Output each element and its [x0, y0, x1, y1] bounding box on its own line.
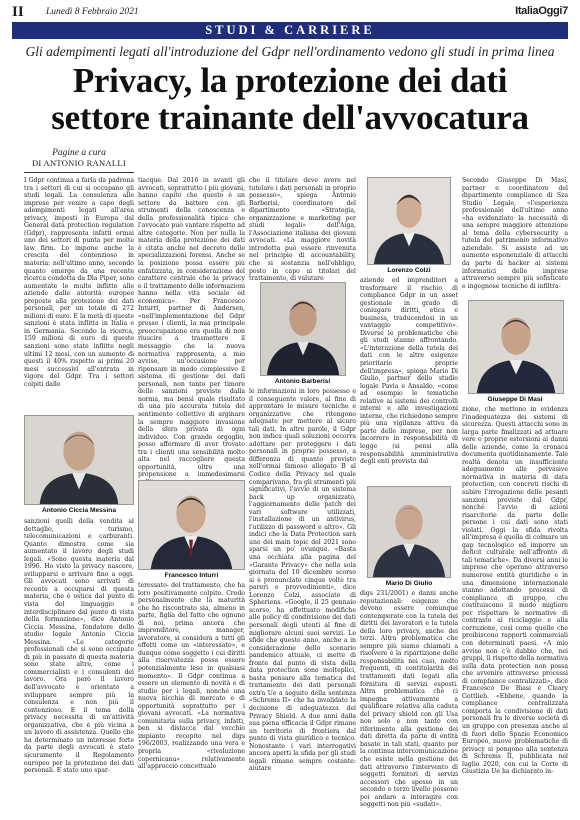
issue-date: Lunedì 8 Febbraio 2021: [46, 7, 139, 17]
caption-dimasi: Giuseppe Di Masi: [487, 396, 543, 403]
headline-line-2: settore trainante dell'avvocatura: [51, 98, 529, 137]
page-number: II: [12, 4, 24, 20]
article-headline: [12, 62, 568, 136]
photo-giuseppe-di-masi: [468, 300, 564, 394]
byline-pages-by: Pagine a cura: [52, 148, 106, 158]
article-subhead: Gli adempimenti legati all'introduzione del Gdpr nell'ordinamento vedono gli studi in prima linea: [25, 44, 555, 59]
photo-antonio-ciccia-messina: [24, 415, 134, 505]
column-2-bottom: teressato- del trattamento, che ha loro positivamente colpito. Credo personalmente che la maturità che ho riscontrato sia, almeno in parte, figlia del fatto che ognuno di noi, prima ancora che imprenditore, manager, lavoratore, si considera a tutti gli effetti come un «interessato», e dunque come soggetto i cui diritti alla riservatezza possa essere potenzialmente leso in qualsiasi momento». Il Gdpr continua a essere un elemento di novità e di studio per i legali, nonché una nuova nicchia di mercato e di opportunità soprattutto per i giovani avvocati. «La normativa comunitaria sulla privacy, infatti, ben si distacca dal vecchio impianto recepito nel digs 196/2003, realizzando una vera e propria «rivoluzione copernicana» relativamente all'approccio concettuale: [138, 582, 245, 771]
photo-mario-di-giulio: [367, 486, 451, 578]
byline-divider: [24, 172, 134, 173]
photo-lorenzo-colzi: [367, 177, 451, 265]
page-header: [12, 4, 568, 22]
photo-antonio-barberisi: [260, 282, 346, 376]
column-4-bottom: digs 231/2001) e danni anche reputazionali: esigenze che devono essere comunque contemperate con la tutela dei diritti dei lavoratori e la tutela della loro privacy, anche dei terzi. Altra problematica che sempre più siamo chiamati a risolvere è la ripartizione delle responsabilità nei casi, molto frequenti, di contitolarità dei trattamenti dati legati alla fornitura di servizi esposti. Altra problematica che ci impegna attivamente a qualificare relativa alla caduta del privacy shield con gli Usa non solo e non tanto con riferimento alla gestione dei dati diretta da parte di entità basate in tali stati, quanto per la continua intercomunicazione che esiste nella gestione dei dati attraverso l'intervento di soggetti fornitori di servizi accessori che spesso in un secondo o terzo livello possono poi andare a interagire con soggetti non più «sudati».: [360, 590, 458, 809]
headline-line-1: Privacy, la protezione dei dati: [72, 61, 508, 100]
column-3-top: che il titolare deve avere nel tutelare i dati personali in proprio possesso», spiega Antonio Barberisi, coordinatore del dipartimento «Strategia, organizzazione e marketing per studi legali» dell'Aiga, l'Associazione italiana dei giovani avvocati. «La maggiore novità introdotta può essere rinvenuta nel principio di accountability, che si sostanzia nell'obbligo, posto in capo ai titolari del trattamento, di valutare: [249, 177, 356, 283]
column-1-bottom: sanzioni quelli della vendita al dettaglio, turismo, telecomunicazioni e carburanti. Quanto dimostra come sia aumentato il lavoro degli studi legali. «Sono questa materia dal 1996. Ho visto la privacy nascere, svilupparsi e arrivare fino a oggi. Gli avvocati sono arrivati di recente a occuparsi di questa materia, che è ostica dal punto di vista del linguaggio e interdisciplinare dal punto di vista della formazione», dice Antonio Ciccia Messina, fondatore dello studio legale Antonio Ciccia Messina. «Le categorie professionali che si sono occupate di più in passato di questa materia sono state altre, come i commercialisti e i consulenti del lavoro. Ora però il lavoro dell'avvocato è orientato a sviluppare sempre più la consulenza e non più il contenzioso. E il tema della privacy necessita di un'attività organizzativa, che è più vicina a un lavoro di assistenza. Quello che ha determinato un interesse forte da parte degli avvocati è stato sicuramente il Regolamento europeo per la protezione dei dati personali. E stato uno spar-: [24, 518, 134, 775]
column-5-bottom: zione, che mettono in evidenza l'inadeguatezza dei sistemi di sicurezza. Questi attacchi sono in larga parte finalizzati ad attuare vere e proprie estorsioni ai danni delle aziende, come la cronaca documenta quotidianamente. Tale realtà denota un insufficiente adeguamento alle pervasive normativa in materia di data protection, con concreti rischi di subire l'irrogazione delle pesanti sanzioni previste dal Gdpr, nonché l'avvio di azioni risarcitorie da parte delle persone i cui dati sono stati violati. Oggi la sfida rivolta all'impresa è quella di colmare un gap tecnologico ed imporre un deficit culturale nell'affronto di tali tematiche». Da diversi anni le imprese che operano attraverso numerose entità giuridiche e in una dimensione internazionale stanno adottando processi di compliance di gruppo, che costituiscono il modo migliore per rispettare le normative di contrasto al riciclaggio e alla corruzione, così come quelle che proibiscono rapporti commerciali con determinati paesi. «A mio avviso non c'è dubbio che, nei gruppi, il rispetto della normativa sulla data protection non possa che avvenire attraverso processi di compliance centralizzati», dice Francesco De Biasi e Cleary Gottlieb. «Ebbene, quando la compliance centralizzata comporta la condivisione di dati personali fra le diverse società di un gruppo con presenza anche al di fuori dello Spazio Economico Europeo, nuove problematiche di privacy si pongono alla sentenza di Schrems II, pubblicata nel luglio 2020, con cui la Corte di Giustizia Ue ha dichiarato in-: [462, 406, 568, 776]
column-3-bottom: le informazioni in loro possesso e il conseguente valore, al fine di approntare le misure tecniche e organizzative che ritengono adeguate per mettere al sicuro tali dati. In altre parole, il Gdpr non indica quali soluzioni occorra adottare per proteggere i dati personali in proprio possesso, a differenza di quanto previsto nell'ormai famoso allegato B al Codice della Privacy nel quale comparivano, fra gli strumenti più significativi, l'avvio di un sistema back up organizzato, l'aggiornamento delle patch dei vari software utilizzati, l'installazione di un antivirus, l'utilizzo di password e altro». Gli indici che la Data Protection sarà uno dei main topic del 2021 sono sparsi un po' ovunque. «Basta una occhiata alla pagina del «Garante Privacy» che nella sola giornata del 10 dicembre scorso si è pronunciato cinque volte tra pareri e provvedimenti», dice Lorenzo Colzi, associate di Spheriens. «Google, il 25 gennaio scorso, ha effettuato modifiche alle policy di condivisione dei dati personali degli utenti al fine di migliorare alcuni suoi servizi. Le sfide che questo anno, anche a in considerazione dello scenario pandemico attuale, ci mette di fronte dal punto di vista della data protection sono molteplici, basta pensare alla tematica del trattamento dei dati personali extra Ue a seguito della sentenza «Schrems II» che ha invalidato la decisione di adeguatezza del Privacy Shield. A due anni dalla sua piena efficacia il Gdpr rimane un territorio di frontiera dal punto di vista giuridico e tecnico. Nonostante i vari interrogativi ancora aperti la sfida per gli studi legali rimane sempre costante: aiutare: [249, 388, 356, 773]
byline-author: DI ANTONIO RANALLI: [31, 158, 126, 168]
caption-barberisi: Antonio Barberisi: [274, 378, 331, 385]
section-label: STUDI & CARRIERE: [205, 23, 375, 37]
column-4-top: aziende ed imprenditori a trasformare il rischio di compliance Gdpr in un asset gestionale in grado di coniugare diritti, etica e business, traducendosi in un vantaggio competitivo». Diverse le problematiche che gli studi stanno affrontando. «L'interazione della tutela dei dati con le altre esigenze prioritarie proprie dell'impresa», spiega Mario Di Giulio, partner dello studio legale Pavia e Ansaldo, «come ad esempio le tematiche relative ai sistemi dei controlli interni e alle investigazioni interne, che richiedono sempre più una vigilanza attiva da parte delle imprese, per non incorrere in responsabilità di legge (si pensi alla responsabilità amministrativa degli enti prevista dal: [360, 277, 458, 466]
column-2-top: tiacque. Dal 2016 in avanti gli avvocati, soprattutto i più giovani, hanno capito che questo è un settore da battere con gli strumenti della conoscenza e della professionalità tipica che l'avvocato può vantare rispetto ad altre categorie. Non per nulla la materia della protezione dei dati è citata anche nel decreto delle specializzazioni forensi. Anche se la posizione possa essere più enfatizzata, in considerazione del carattere centrale che la privacy e il trattamento delle informazioni hanno nella vita sociale ed economica». Per Francesco Inturri, partner di Andersen, «nell'implementazione del Gdpr presso i clienti, la mia principale preoccupazione era quella di non riuscire a trasmettere il messaggio che la nuova normativa rappresenta, a mio avviso, un'occasione per ripensare in modo complessivo il sistema di gestione dei dati personali, non tanto per timore delle sanzioni previste dalla norma, ma bensì quale risultato di una più accurata tutela del sentimento collettivo di arginare la sempre maggiore invasione della sfera privata di ogni individuo. Con grande orgoglio, posso affermare di aver trovato tra i clienti una sensibilità molto alta nel raccogliere questa opportunità, oltre una propensione a immedesimarsi: [138, 177, 245, 479]
caption-colzi: Lorenzo Colzi: [387, 267, 431, 274]
column-5-top: Secondo Giuseppe Di Masi, partner e coordinatore del dipartimento compliance di Sza Studio Legale, «l'esperienza professionale dell'ultimo anno «ha evidenziato la necessità di una sempre maggiore attenzione al tema della cybersecurity a tutela del patrimonio informativo aziendale. Si assiste ad un aumento esponenziale di attacchi da parte di hacker ai sistemi informatici delle imprese attraverso sempre più sofisticate e ingegnose tecniche di infiltra-: [462, 177, 568, 290]
column-1-top: I Gdpr continua a farla da padrona tra i settori di cui si occupano gli studi legali. La consulenza alle imprese per venire a capo degli adempimenti legati all'area privacy, imposti in Europa dal General data protection regulation (Gdpr), rappresenta infatti ormai uno dei settori di punta per molte law firm. Lo impone anche la crescita del contenzioso in materia: nell'ultimo anno, secondo quanto emerge da una recente ricerca condotta da Dla Piper, sono aumentate le multe inflitte alle aziende dalle autorità europee preposte alla protezione dei dati personali, per un totale di 272 milioni di euro. E la metà di queste sanzioni è stata inflitta in Italia e in Germania. Secondo la ricerca, 159 milioni di euro di queste sanzioni sono state inflitte negli ultimi 12 mesi, con un aumento di questi il 40% rispetto ai primi 20 mesi successivi all'entrata in vigore del Gdpr. Tra i settori colpiti dalle: [24, 177, 134, 388]
caption-messina: Antonio Ciccia Messina: [41, 507, 116, 514]
caption-inturri: Francesco Inturri: [164, 572, 219, 579]
byline: [24, 148, 134, 168]
publication-logo: ItaliaOggi7: [515, 5, 568, 17]
section-banner: [12, 22, 568, 39]
caption-digiulio: Mario Di Giulio: [385, 580, 433, 587]
photo-francesco-inturri: [138, 480, 245, 570]
